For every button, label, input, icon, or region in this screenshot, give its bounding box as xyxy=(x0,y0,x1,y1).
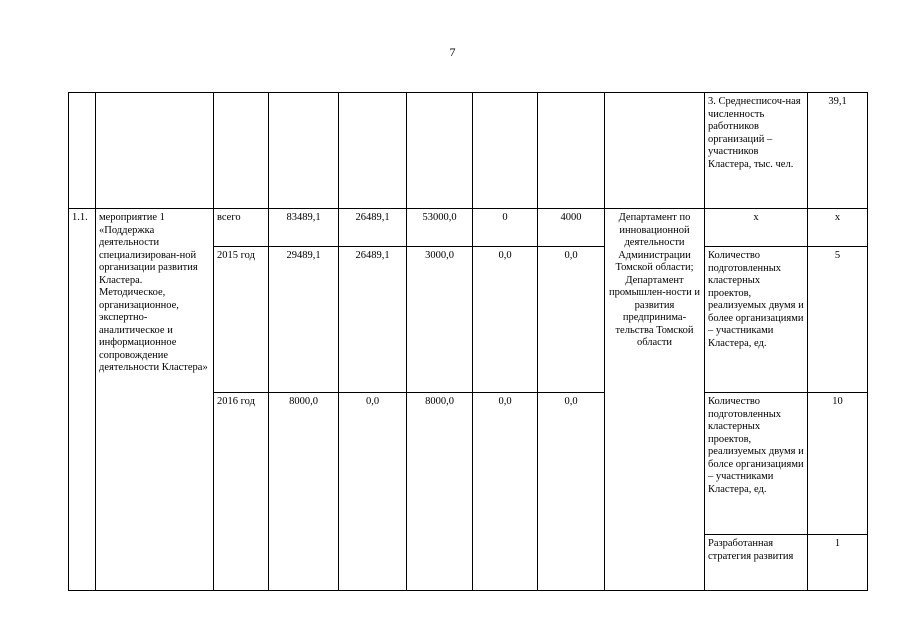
amount-cell: 0,0 xyxy=(538,247,605,393)
cell-empty xyxy=(69,93,96,209)
amount-cell: 0,0 xyxy=(339,393,407,591)
indicator-value-cell: 39,1 xyxy=(808,93,868,209)
total-cell: 83489,1 xyxy=(269,209,339,247)
table-row xyxy=(69,93,868,209)
amount-cell: 53000,0 xyxy=(407,209,473,247)
indicator-cell: х xyxy=(705,209,808,247)
indicator-value-cell: 5 xyxy=(808,247,868,393)
indicator-cell: Разработанная стратегия развития xyxy=(705,535,808,591)
amount-cell: 0,0 xyxy=(473,393,538,591)
item-number: 1.1. xyxy=(69,209,96,591)
total-cell: 29489,1 xyxy=(269,247,339,393)
cell-empty xyxy=(473,93,538,209)
cell-empty xyxy=(407,93,473,209)
period-cell: 2015 год xyxy=(214,247,269,393)
cell-empty xyxy=(214,93,269,209)
amount-cell: 0,0 xyxy=(538,393,605,591)
indicator-cell: Количество подготовленных кластерных проектов, реализуемых двумя и более организациями – участниками Кластера, ед. xyxy=(705,247,808,393)
page-number: 7 xyxy=(449,45,456,59)
period-cell: 2016 год xyxy=(214,393,269,591)
period-cell: всего xyxy=(214,209,269,247)
indicator-value-cell: 1 xyxy=(808,535,868,591)
cell-empty xyxy=(96,93,214,209)
cell-empty xyxy=(339,93,407,209)
amount-cell: 0 xyxy=(473,209,538,247)
amount-cell: 26489,1 xyxy=(339,247,407,393)
amount-cell: 0,0 xyxy=(473,247,538,393)
indicator-value-cell: 10 xyxy=(808,393,868,535)
cell-empty xyxy=(605,93,705,209)
indicator-cell: 3. Среднесписоч-ная численность работников организаций – участников Кластера, тыс. чел. xyxy=(705,93,808,209)
amount-cell: 26489,1 xyxy=(339,209,407,247)
indicator-cell: Количество подготовленных кластерных проектов, реализуемых двумя и болсе организациями – участниками Кластера, ед. xyxy=(705,393,808,535)
total-cell: 8000,0 xyxy=(269,393,339,591)
table-row xyxy=(69,209,868,247)
amount-cell: 3000,0 xyxy=(407,247,473,393)
executor-cell: Департамент по инновационной деятельности Администрации Томской области; Департамент промышлен-ности и развития предпринима-тельства Томской области xyxy=(605,209,705,591)
amount-cell: 4000 xyxy=(538,209,605,247)
cell-empty xyxy=(269,93,339,209)
program-table xyxy=(68,92,868,591)
item-name: мероприятие 1 «Поддержка деятельности специализирован-ной организации развития Кластера. Методическое, организационное, экспертно-аналитическое и информационное сопровождение деятельности Кластера» xyxy=(96,209,214,591)
indicator-value-cell: х xyxy=(808,209,868,247)
amount-cell: 8000,0 xyxy=(407,393,473,591)
cell-empty xyxy=(538,93,605,209)
